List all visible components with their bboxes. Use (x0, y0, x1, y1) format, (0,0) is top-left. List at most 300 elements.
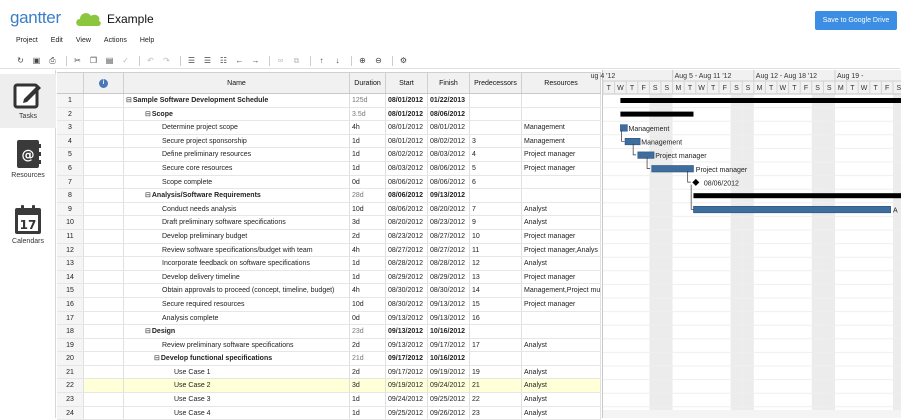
info-cell[interactable] (84, 108, 124, 121)
day-label: S (745, 85, 751, 92)
check-icon[interactable]: ✓ (122, 56, 129, 65)
task-name-cell[interactable] (124, 325, 350, 338)
left-nav-panel (0, 70, 56, 418)
col-header-row-number (57, 73, 84, 93)
dependency-arrow (633, 144, 636, 155)
row-number[interactable]: 24 (57, 407, 84, 420)
finish-cell[interactable]: 08/30/2012 (428, 284, 470, 297)
start-cell[interactable]: 08/06/2012 (386, 189, 428, 202)
table-row[interactable] (57, 312, 601, 326)
info-cell[interactable] (84, 189, 124, 202)
predecessors-cell[interactable]: 5 (470, 162, 522, 175)
row-number[interactable]: 11 (57, 230, 84, 243)
task-name-cell[interactable] (124, 244, 350, 257)
resources-cell[interactable] (522, 176, 601, 189)
finish-cell[interactable]: 10/16/2012 (428, 352, 470, 365)
table-row[interactable] (57, 257, 601, 271)
row-number[interactable]: 20 (57, 352, 84, 365)
task-bar (625, 138, 640, 145)
gantt-svg (590, 70, 901, 418)
predecessors-cell[interactable]: 19 (470, 366, 522, 379)
duration-cell[interactable]: 4h (350, 244, 386, 257)
task-name-cell[interactable] (124, 216, 350, 229)
task-name-cell[interactable] (124, 393, 350, 406)
redo-icon[interactable]: ↷ (163, 56, 170, 65)
task-name-cell[interactable] (124, 379, 350, 392)
resources-cell[interactable]: Analyst (522, 393, 601, 406)
finish-cell[interactable]: 10/16/2012 (428, 325, 470, 338)
row-number[interactable]: 4 (57, 135, 84, 148)
predecessors-cell[interactable] (470, 325, 522, 338)
col-header-name[interactable]: Name (124, 73, 350, 93)
table-row[interactable] (57, 189, 601, 203)
predecessors-cell[interactable]: 10 (470, 230, 522, 243)
resources-cell[interactable]: Management (522, 121, 601, 134)
copy-icon[interactable]: ❐ (89, 56, 98, 65)
resources-cell[interactable] (522, 325, 601, 338)
task-name-cell[interactable] (124, 108, 350, 121)
resources-cell[interactable]: Analyst (522, 339, 601, 352)
finish-cell[interactable]: 09/19/2012 (428, 366, 470, 379)
info-cell[interactable] (84, 244, 124, 257)
predecessors-cell[interactable] (470, 189, 522, 202)
row-number[interactable]: 7 (57, 176, 84, 189)
arrow-left-icon[interactable]: ← (235, 56, 244, 65)
nav-calendars-label: Calendars (12, 238, 44, 245)
table-row[interactable] (57, 284, 601, 298)
row-number[interactable]: 10 (57, 216, 84, 229)
indent-left-icon[interactable]: ☰ (187, 56, 196, 65)
row-number[interactable]: 14 (57, 271, 84, 284)
info-cell[interactable] (84, 94, 124, 107)
start-cell[interactable]: 09/13/2012 (386, 312, 428, 325)
table-row[interactable] (57, 135, 601, 149)
predecessors-cell[interactable]: 12 (470, 257, 522, 270)
week-label: Aug 12 - Aug 18 '12 (755, 73, 818, 80)
task-bar (693, 206, 890, 213)
zoom-in-icon[interactable]: ⊕ (359, 56, 366, 65)
task-name-cell[interactable] (124, 298, 350, 311)
finish-cell[interactable]: 08/27/2012 (428, 244, 470, 257)
collapse-toggle-icon[interactable]: ⊟ (145, 192, 151, 200)
gantt-chart[interactable] (590, 70, 901, 418)
info-cell[interactable] (84, 148, 124, 161)
collapse-toggle-icon[interactable]: ⊟ (154, 355, 160, 363)
summary-bar (620, 98, 901, 103)
duration-cell[interactable]: 23d (350, 325, 386, 338)
finish-cell[interactable]: 01/22/2013 (428, 94, 470, 107)
resources-cell[interactable]: Analyst (522, 203, 601, 216)
task-name-cell[interactable] (124, 271, 350, 284)
task-name-text: Develop functional specifications (160, 355, 273, 363)
day-label: T (606, 85, 611, 92)
task-name-cell[interactable] (124, 407, 350, 420)
table-row[interactable] (57, 244, 601, 258)
finish-cell[interactable]: 08/06/2012 (428, 162, 470, 175)
duration-cell[interactable]: 1d (350, 148, 386, 161)
finish-cell[interactable]: 09/26/2012 (428, 407, 470, 420)
save-to-drive-button[interactable]: Save to Google Drive (815, 11, 897, 30)
menu-project[interactable]: Project (16, 37, 38, 44)
duration-cell[interactable]: 4h (350, 284, 386, 297)
duration-cell[interactable]: 0d (350, 312, 386, 325)
task-name-cell[interactable] (124, 148, 350, 161)
col-header-duration[interactable]: Duration (350, 73, 386, 93)
duration-cell[interactable]: 1d (350, 393, 386, 406)
resources-cell[interactable]: Project manager (522, 148, 601, 161)
app-header (0, 0, 900, 36)
duration-cell[interactable]: 4h (350, 121, 386, 134)
nav-resources[interactable] (0, 138, 56, 188)
info-cell[interactable] (84, 393, 124, 406)
resources-cell[interactable]: Management (522, 135, 601, 148)
info-cell[interactable] (84, 121, 124, 134)
nav-calendars[interactable] (0, 204, 56, 254)
duration-cell[interactable]: 3d (350, 216, 386, 229)
finish-cell[interactable]: 08/06/2012 (428, 176, 470, 189)
resources-cell[interactable]: Analyst (522, 216, 601, 229)
task-name-text: Develop delivery timeline (162, 273, 240, 281)
info-cell[interactable] (84, 271, 124, 284)
info-cell[interactable] (84, 325, 124, 338)
table-row[interactable] (57, 325, 601, 339)
start-cell[interactable]: 09/17/2012 (386, 366, 428, 379)
predecessors-cell[interactable]: 22 (470, 393, 522, 406)
milestone-marker (692, 179, 699, 186)
finish-cell[interactable]: 08/23/2012 (428, 216, 470, 229)
finish-cell[interactable]: 09/25/2012 (428, 393, 470, 406)
col-header-finish[interactable]: Finish (428, 73, 470, 93)
finish-cell[interactable]: 09/17/2012 (428, 339, 470, 352)
start-cell[interactable]: 08/06/2012 (386, 203, 428, 216)
duration-cell[interactable]: 1d (350, 257, 386, 270)
table-row[interactable] (57, 216, 601, 230)
duration-cell[interactable]: 10d (350, 298, 386, 311)
info-cell[interactable] (84, 135, 124, 148)
menu-help[interactable]: Help (139, 37, 155, 44)
start-cell[interactable]: 09/13/2012 (386, 325, 428, 338)
duration-cell[interactable]: 1d (350, 135, 386, 148)
finish-cell[interactable]: 09/13/2012 (428, 298, 470, 311)
finish-cell[interactable]: 08/03/2012 (428, 148, 470, 161)
info-cell[interactable] (84, 339, 124, 352)
info-cell[interactable] (84, 230, 124, 243)
predecessors-cell[interactable]: 9 (470, 216, 522, 229)
start-cell[interactable]: 08/30/2012 (386, 284, 428, 297)
predecessors-cell[interactable] (470, 94, 522, 107)
duration-cell[interactable]: 28d (350, 189, 386, 202)
predecessors-cell[interactable]: 14 (470, 284, 522, 297)
task-name-cell[interactable] (124, 339, 350, 352)
paste-icon[interactable]: ▤ (105, 56, 114, 65)
start-cell[interactable]: 09/24/2012 (386, 393, 428, 406)
resources-cell[interactable]: Project manager,Analys (522, 244, 601, 257)
table-row[interactable] (57, 203, 601, 217)
duration-cell[interactable]: 3d (350, 379, 386, 392)
info-cell[interactable] (84, 298, 124, 311)
task-name-cell[interactable] (124, 284, 350, 297)
dependency-arrow (688, 171, 691, 182)
start-cell[interactable]: 08/02/2012 (386, 148, 428, 161)
start-cell[interactable]: 08/27/2012 (386, 244, 428, 257)
table-row[interactable] (57, 339, 601, 353)
col-header-predecessors[interactable]: Predecessors (470, 73, 522, 93)
resources-cell[interactable]: Management,Project mu (522, 284, 601, 297)
table-row[interactable] (57, 108, 601, 122)
predecessors-cell[interactable] (470, 108, 522, 121)
duration-cell[interactable]: 3.5d (350, 108, 386, 121)
finish-cell[interactable]: 08/28/2012 (428, 257, 470, 270)
finish-cell[interactable]: 09/13/2012 (428, 189, 470, 202)
start-cell[interactable]: 08/20/2012 (386, 216, 428, 229)
predecessors-cell[interactable]: 11 (470, 244, 522, 257)
nav-tasks[interactable] (0, 74, 56, 128)
duration-cell[interactable]: 125d (350, 94, 386, 107)
finish-cell[interactable]: 08/27/2012 (428, 230, 470, 243)
resources-cell[interactable]: Analyst (522, 257, 601, 270)
duration-cell[interactable]: 2d (350, 339, 386, 352)
undo-icon[interactable]: ↶ (147, 56, 154, 65)
table-row[interactable] (57, 352, 601, 366)
task-name-cell[interactable] (124, 257, 350, 270)
zoom-out-icon[interactable]: ⊖ (375, 56, 382, 65)
task-name-cell[interactable] (124, 203, 350, 216)
table-row[interactable] (57, 393, 601, 407)
col-header-start[interactable]: Start (386, 73, 428, 93)
resources-cell[interactable] (522, 189, 601, 202)
print-icon[interactable]: ⎙ (49, 55, 56, 65)
start-cell[interactable]: 08/01/2012 (386, 135, 428, 148)
row-number[interactable]: 12 (57, 244, 84, 257)
arrow-up-icon[interactable]: ↑ (319, 56, 324, 65)
row-number[interactable]: 21 (57, 366, 84, 379)
task-name-text: Scope (151, 110, 173, 118)
task-name-cell[interactable] (124, 135, 350, 148)
duration-cell[interactable]: 10d (350, 203, 386, 216)
predecessors-cell[interactable]: 15 (470, 298, 522, 311)
menu-view[interactable]: View (75, 37, 91, 44)
start-cell[interactable]: 08/30/2012 (386, 298, 428, 311)
nav-tasks-label: Tasks (19, 113, 37, 120)
table-row[interactable] (57, 148, 601, 162)
menu-actions[interactable]: Actions (103, 37, 127, 44)
col-header-info[interactable] (84, 73, 124, 93)
collapse-toggle-icon[interactable]: ⊟ (126, 97, 132, 104)
document-title[interactable]: Example (107, 12, 154, 26)
duration-cell[interactable]: 2d (350, 366, 386, 379)
table-row[interactable] (57, 121, 601, 135)
task-name-text: Review software specifications/budget with team (162, 246, 313, 254)
start-cell[interactable]: 08/06/2012 (386, 176, 428, 189)
finish-cell[interactable]: 08/01/2012 (428, 121, 470, 134)
start-cell[interactable]: 09/25/2012 (386, 407, 428, 420)
duration-cell[interactable]: 21d (350, 352, 386, 365)
start-cell[interactable]: 08/23/2012 (386, 230, 428, 243)
info-cell[interactable] (84, 407, 124, 420)
predecessors-cell[interactable]: 16 (470, 312, 522, 325)
toolbar (0, 53, 900, 69)
info-cell[interactable] (84, 162, 124, 175)
predecessors-cell[interactable]: 7 (470, 203, 522, 216)
weekend-shade (823, 94, 835, 418)
row-number[interactable]: 6 (57, 162, 84, 175)
info-cell[interactable] (84, 379, 124, 392)
start-cell[interactable]: 09/13/2012 (386, 339, 428, 352)
outdent-icon[interactable]: ☷ (219, 56, 228, 65)
resources-cell[interactable]: Analyst (522, 407, 601, 420)
task-name-text: Scope complete (162, 178, 213, 186)
collapse-toggle-icon[interactable]: ⊟ (145, 328, 151, 336)
resources-cell[interactable] (522, 312, 601, 325)
finish-cell[interactable]: 08/29/2012 (428, 271, 470, 284)
task-name-cell[interactable] (124, 366, 350, 379)
info-cell[interactable] (84, 312, 124, 325)
info-cell[interactable] (84, 216, 124, 229)
predecessors-cell[interactable]: 3 (470, 135, 522, 148)
resources-cell[interactable]: Analyst (522, 379, 601, 392)
finish-cell[interactable]: 09/24/2012 (428, 379, 470, 392)
row-number[interactable]: 22 (57, 379, 84, 392)
finish-cell[interactable]: 08/02/2012 (428, 135, 470, 148)
info-cell[interactable] (84, 352, 124, 365)
finish-cell[interactable]: 09/13/2012 (428, 312, 470, 325)
resources-cell[interactable] (522, 108, 601, 121)
table-row[interactable] (57, 379, 601, 393)
task-name-cell[interactable] (124, 352, 350, 365)
toolbar-divider (269, 56, 270, 66)
task-name-cell[interactable] (124, 94, 350, 107)
duration-cell[interactable]: 1d (350, 271, 386, 284)
duration-cell[interactable]: 2d (350, 230, 386, 243)
day-label: W (860, 85, 868, 92)
start-cell[interactable]: 08/01/2012 (386, 94, 428, 107)
start-cell[interactable]: 08/01/2012 (386, 108, 428, 121)
predecessors-cell[interactable]: 23 (470, 407, 522, 420)
duration-cell[interactable]: 1d (350, 407, 386, 420)
task-name-text: Use Case 2 (174, 382, 211, 390)
predecessors-cell[interactable]: 21 (470, 379, 522, 392)
predecessors-cell[interactable]: 4 (470, 148, 522, 161)
resources-cell[interactable]: Analyst (522, 366, 601, 379)
duration-cell[interactable]: 1d (350, 162, 386, 175)
link-icon[interactable]: ∞ (277, 56, 284, 65)
row-number[interactable]: 5 (57, 148, 84, 161)
resources-cell[interactable]: Project manager (522, 271, 601, 284)
table-row[interactable] (57, 298, 601, 312)
day-label: W (617, 85, 624, 92)
start-cell[interactable]: 08/03/2012 (386, 162, 428, 175)
row-number[interactable]: 2 (57, 108, 84, 121)
refresh-icon[interactable]: ↻ (17, 56, 24, 65)
row-number[interactable]: 9 (57, 203, 84, 216)
day-label: F (722, 85, 727, 92)
table-row[interactable] (57, 271, 601, 285)
task-name-text: Conduct needs analysis (162, 205, 237, 213)
resources-cell[interactable] (522, 94, 601, 107)
table-row[interactable] (57, 162, 601, 176)
task-name-cell[interactable] (124, 312, 350, 325)
task-name-cell[interactable] (124, 189, 350, 202)
info-cell[interactable] (84, 203, 124, 216)
predecessors-cell[interactable]: 6 (470, 176, 522, 189)
resources-cell[interactable]: Project manager (522, 162, 601, 175)
task-name-text: Analysis/Software Requirements (151, 192, 261, 200)
table-row[interactable] (57, 176, 601, 190)
col-header-resources[interactable]: Resources (522, 73, 601, 93)
settings-icon[interactable]: ⚙ (399, 56, 408, 65)
row-number[interactable]: 18 (57, 325, 84, 338)
table-row[interactable] (57, 230, 601, 244)
table-row[interactable] (57, 366, 601, 380)
row-number[interactable]: 16 (57, 298, 84, 311)
info-cell[interactable] (84, 176, 124, 189)
day-label: M (756, 85, 763, 92)
start-cell[interactable]: 08/01/2012 (386, 121, 428, 134)
day-label: T (769, 85, 774, 92)
start-cell[interactable]: 09/19/2012 (386, 379, 428, 392)
start-cell[interactable]: 08/29/2012 (386, 271, 428, 284)
app-logo[interactable]: gantter (10, 8, 61, 27)
row-number[interactable]: 17 (57, 312, 84, 325)
info-cell[interactable] (84, 257, 124, 270)
duration-cell[interactable]: 0d (350, 176, 386, 189)
save-icon[interactable]: ▣ (32, 56, 41, 65)
start-cell[interactable]: 08/28/2012 (386, 257, 428, 270)
finish-cell[interactable]: 08/20/2012 (428, 203, 470, 216)
unlink-icon[interactable]: ⧉ (293, 55, 300, 65)
week-label: Aug 5 - Aug 11 '12 (674, 73, 732, 80)
toolbar-divider (66, 56, 67, 66)
start-cell[interactable]: 09/17/2012 (386, 352, 428, 365)
task-name-cell[interactable] (124, 176, 350, 189)
finish-cell[interactable]: 08/06/2012 (428, 108, 470, 121)
day-label: T (687, 85, 693, 92)
menu-edit[interactable]: Edit (50, 37, 63, 44)
predecessors-cell[interactable]: 13 (470, 271, 522, 284)
row-number[interactable]: 8 (57, 189, 84, 202)
task-name-text: Design (151, 328, 176, 336)
resources-cell[interactable]: Project manager (522, 230, 601, 243)
info-cell[interactable] (84, 284, 124, 297)
row-number[interactable]: 23 (57, 393, 84, 406)
nav-resources-label: Resources (11, 172, 45, 179)
day-label: M (675, 85, 682, 92)
task-name-text: Obtain approvals to proceed (concept, timeline, budget) (162, 287, 335, 295)
info-cell[interactable] (84, 366, 124, 379)
predecessors-cell[interactable]: 17 (470, 339, 522, 352)
indent-right-icon[interactable]: ☰ (203, 56, 212, 65)
row-number[interactable]: 19 (57, 339, 84, 352)
arrow-down-icon[interactable]: ↓ (335, 56, 340, 65)
resources-cell[interactable] (522, 352, 601, 365)
task-name-text: Analysis complete (162, 314, 219, 322)
row-number[interactable]: 1 (57, 94, 84, 107)
predecessors-cell[interactable] (470, 121, 522, 134)
table-row[interactable] (57, 407, 601, 420)
arrow-right-icon[interactable]: → (251, 56, 260, 65)
row-number[interactable]: 15 (57, 284, 84, 297)
task-name-cell[interactable] (124, 230, 350, 243)
table-row[interactable] (57, 94, 601, 108)
predecessors-cell[interactable] (470, 352, 522, 365)
resources-cell[interactable]: Project manager (522, 298, 601, 311)
row-number[interactable]: 13 (57, 257, 84, 270)
collapse-toggle-icon[interactable]: ⊟ (145, 110, 151, 118)
task-name-cell[interactable] (124, 162, 350, 175)
cut-icon[interactable]: ✂ (74, 56, 81, 65)
row-number[interactable]: 3 (57, 121, 84, 134)
task-name-cell[interactable] (124, 121, 350, 134)
